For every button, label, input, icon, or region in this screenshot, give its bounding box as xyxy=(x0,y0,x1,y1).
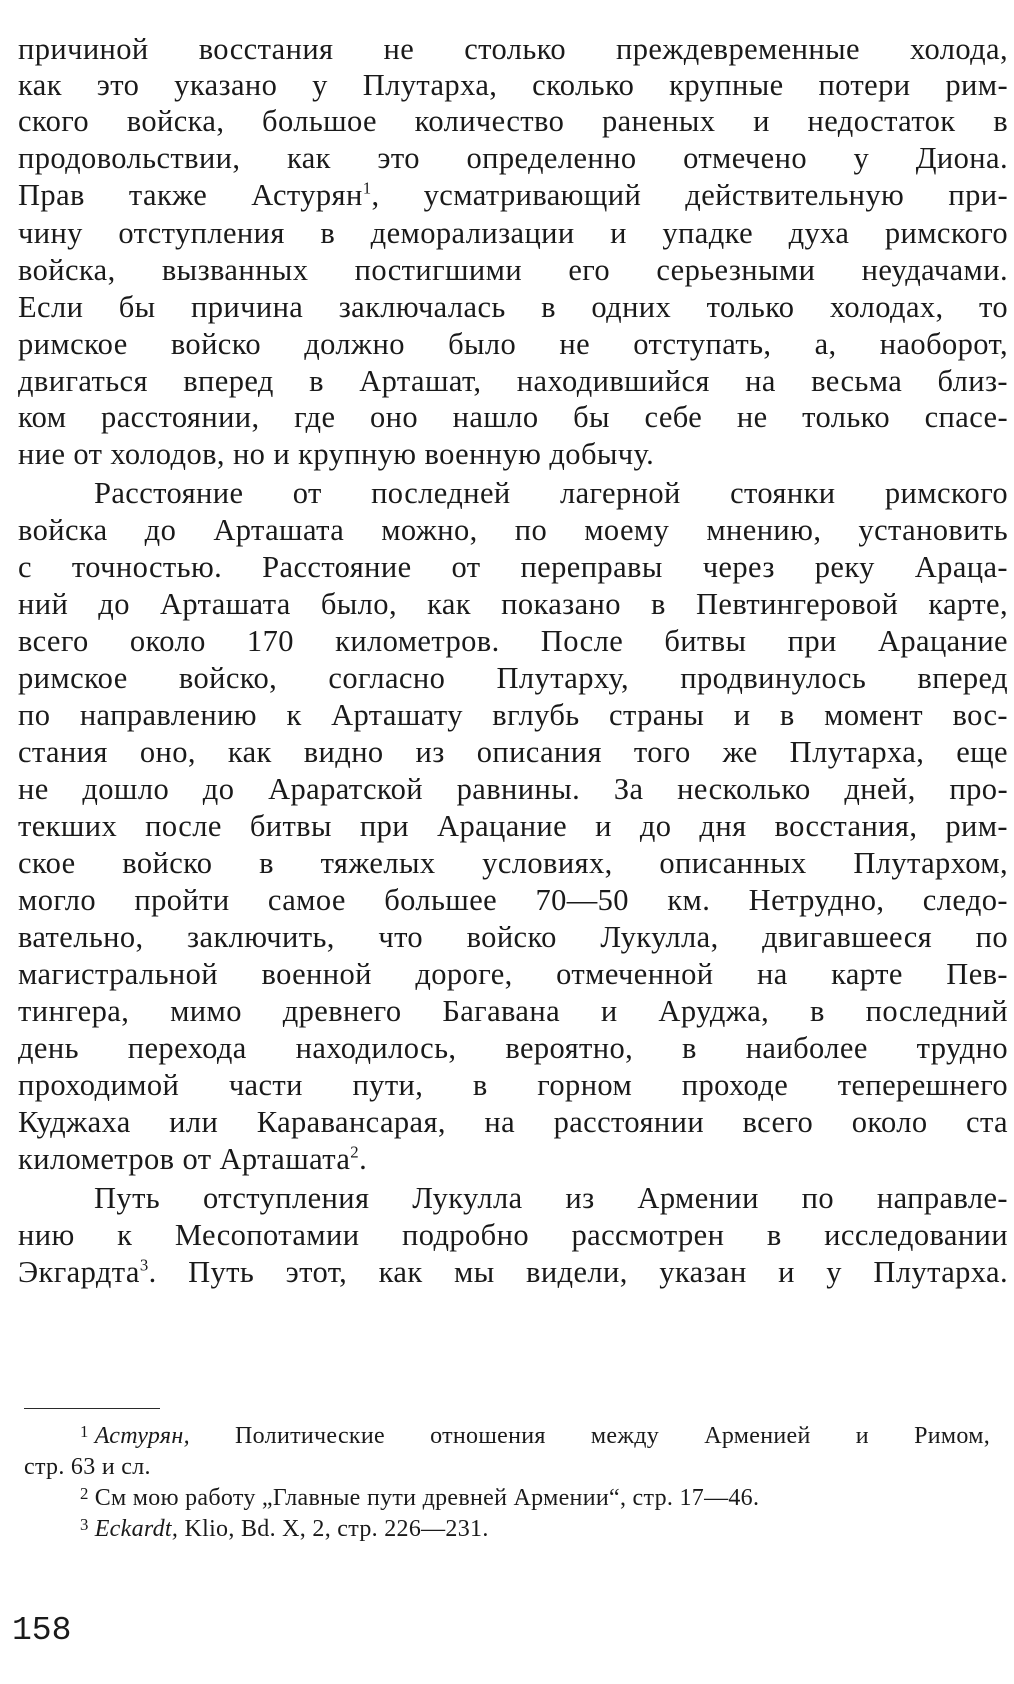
text-run: Прав также Астурян xyxy=(18,178,363,212)
body-line: тингера, мимо древнего Багавана и Аруджа, в последний xyxy=(18,994,1008,1028)
body-line: всего около 170 километров. После битвы при Арацание xyxy=(18,624,1008,658)
footnote-1-continuation: стр. 63 и сл. xyxy=(24,1454,151,1480)
body-line: не дошло до Араратской равнины. За несколько дней, про- xyxy=(18,772,1008,806)
footnote-2 xyxy=(80,1486,759,1510)
body-line: войска, вызванных постигшими его серьезными неудачами. xyxy=(18,253,1008,287)
footnote-text: См мою работу „Главные пути древней Армении“, стр. 17—46. xyxy=(94,1485,760,1511)
footnote-1 xyxy=(80,1424,990,1448)
body-line: магистральной военной дороге, отмеченной на карте Пев- xyxy=(18,957,1008,991)
page-number: 158 xyxy=(12,1612,72,1649)
paragraph-start: Путь отступления Лукулла из Армении по направле- xyxy=(94,1181,1008,1215)
body-line: стания оно, как видно из описания того же Плутарха, еще xyxy=(18,735,1008,769)
body-line: день перехода находилось, вероятно, в наиболее трудно xyxy=(18,1031,1008,1065)
body-line: нию к Месопотамии подробно рассмотрен в исследовании xyxy=(18,1218,1008,1252)
body-line: Куджаха или Каравансарая, на расстоянии всего около ста xyxy=(18,1105,1008,1139)
footnote-mark: 2 xyxy=(80,1484,89,1504)
body-line: продовольствии, как это определенно отмечено у Диона. xyxy=(18,141,1008,175)
footnote-text: Klio, Bd. X, 2, стр. 226—231. xyxy=(178,1516,489,1542)
footnote-ref[interactable]: 1 xyxy=(362,178,372,198)
footnote-mark: 3 xyxy=(80,1515,89,1535)
text-run: . Путь этот, как мы видели, указан и у Плутарха. xyxy=(148,1255,1008,1289)
body-line: римское войско, согласно Плутарху, продвинулось вперед xyxy=(18,661,1008,695)
text-run: . xyxy=(359,1142,368,1176)
body-line: могло пройти самое большее 70—50 км. Нетрудно, следо- xyxy=(18,883,1008,917)
body-line: римское войско должно было не отступать, а, наоборот, xyxy=(18,327,1008,361)
text-run: , усматривающий действительную при- xyxy=(371,178,1008,212)
body-line: текших после битвы при Арацание и до дня восстания, рим- xyxy=(18,809,1008,843)
body-line: как это указано у Плутарха, сколько крупные потери рим- xyxy=(18,68,1008,102)
footnote-divider xyxy=(24,1408,160,1409)
body-line: ского войска, большое количество раненых и недостаток в xyxy=(18,104,1008,138)
body-line: чину отступления в деморализации и упадке духа римского xyxy=(18,216,1008,250)
footnote-author: Eckardt, xyxy=(94,1516,179,1542)
body-line: причиной восстания не столько преждевременные холода, xyxy=(18,32,1008,66)
body-line: вательно, заключить, что войско Лукулла, двигавшееся по xyxy=(18,920,1008,954)
body-line: войска до Арташата можно, по моему мнению, установить xyxy=(18,513,1008,547)
paragraph-start: Расстояние от последней лагерной стоянки римского xyxy=(94,476,1008,510)
body-line xyxy=(18,1144,1008,1175)
text-run: Экгардта xyxy=(18,1255,140,1289)
footnote-mark: 1 xyxy=(80,1422,89,1442)
body-line: двигаться вперед в Арташат, находившийся на весьма близ- xyxy=(18,364,1008,398)
footnote-text: Политические отношения между Арменией и Римом, xyxy=(189,1423,990,1449)
body-line: ское войско в тяжелых условиях, описанных Плутархом, xyxy=(18,846,1008,880)
body-line xyxy=(18,180,1008,211)
body-line: с точностью. Расстояние от переправы через реку Араца- xyxy=(18,550,1008,584)
body-line: ние от холодов, но и крупную военную добычу. xyxy=(18,437,655,471)
footnote-ref[interactable]: 3 xyxy=(139,1255,149,1275)
body-line: по направлению к Арташату вглубь страны и в момент вос- xyxy=(18,698,1008,732)
text-run: километров от Арташата xyxy=(18,1142,351,1176)
body-line xyxy=(18,1257,1008,1288)
footnote-3 xyxy=(80,1517,489,1541)
body-line: проходимой части пути, в горном проходе теперешнего xyxy=(18,1068,1008,1102)
footnote-author: Астурян, xyxy=(94,1423,190,1449)
body-line: ком расстоянии, где оно нашло бы себе не только спасе- xyxy=(18,400,1008,434)
footnote-ref[interactable]: 2 xyxy=(350,1142,360,1162)
body-line: Если бы причина заключалась в одних только холодах, то xyxy=(18,290,1008,324)
body-line: ний до Арташата было, как показано в Певтингеровой карте, xyxy=(18,587,1008,621)
